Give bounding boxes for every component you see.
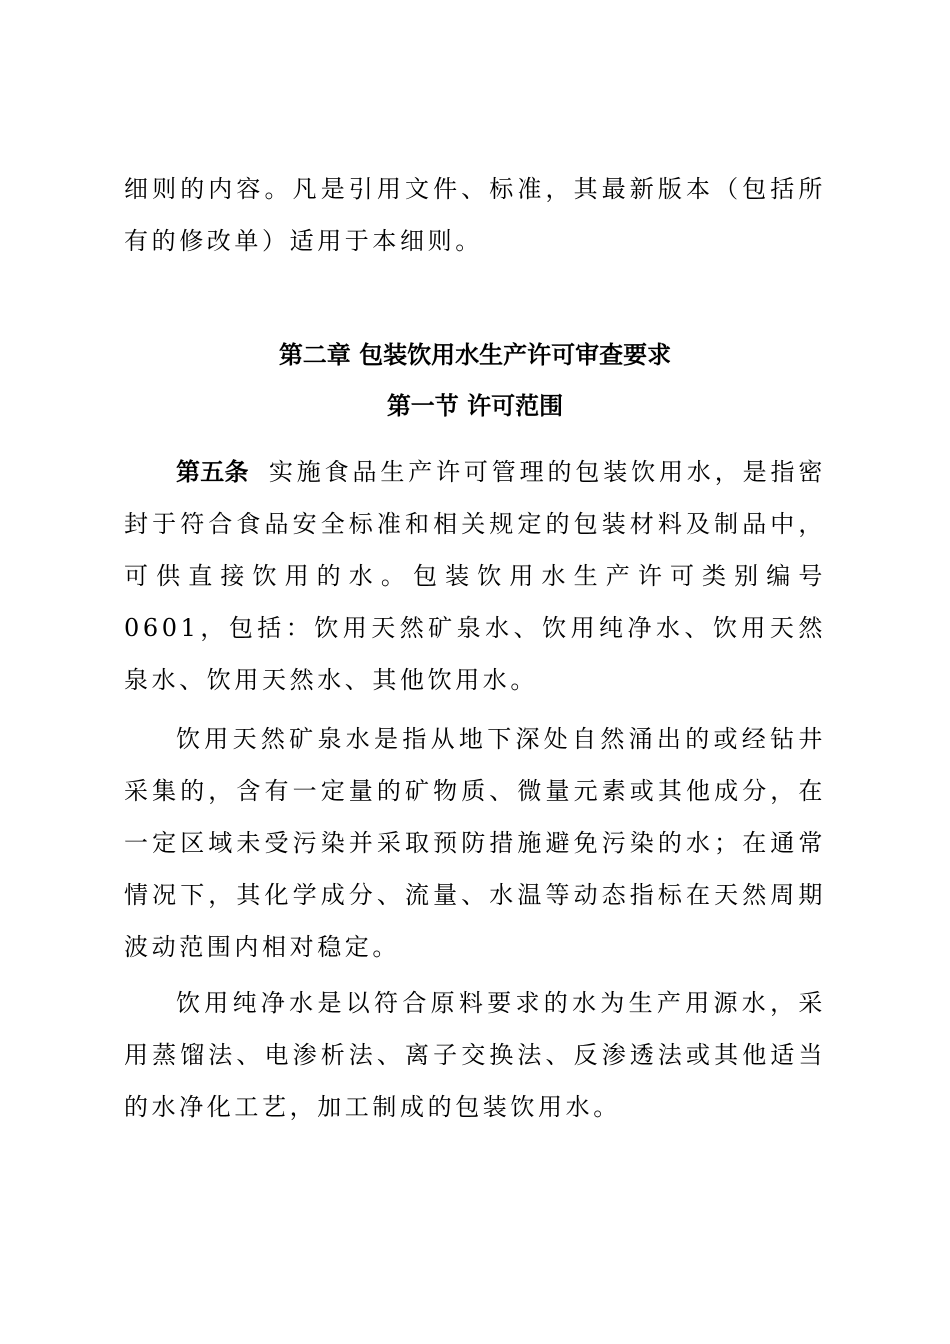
article-5-label: 第五条 bbox=[176, 457, 249, 486]
mineral-water-paragraph: 饮用天然矿泉水是指从地下深处自然涌出的或经钻井采集的，含有一定量的矿物质、微量元素或其他成分，在一定区域未受污染并采取预防措施避免污染的水；在通常情况下，其化学成分、流量、水温等动态指标在天然周期波动范围内相对稳定。 bbox=[124, 725, 826, 961]
purified-water-paragraph: 饮用纯净水是以符合原料要求的水为生产用源水，采用蒸馏法、电渗析法、离子交换法、反渗透法或其他适当的水净化工艺，加工制成的包装饮用水。 bbox=[124, 989, 826, 1121]
section-title: 第一节 许可范围 bbox=[386, 391, 564, 420]
article-5-text: 实施食品生产许可管理的包装饮用水，是指密封于符合食品安全标准和相关规定的包装材料及制品中，可供直接饮用的水。包装饮用水生产许可类别编号 0601，包括：饮用天然矿泉水、饮用纯净水、饮用天然泉水、饮用天然水、其他饮用水。 bbox=[124, 458, 827, 694]
continuation-paragraph: 细则的内容。凡是引用文件、标准，其最新版本（包括所有的修改单）适用于本细则。 bbox=[124, 175, 826, 255]
article-5-paragraph bbox=[124, 446, 826, 706]
chapter-title: 第二章 包装饮用水生产许可审查要求 bbox=[278, 340, 672, 369]
